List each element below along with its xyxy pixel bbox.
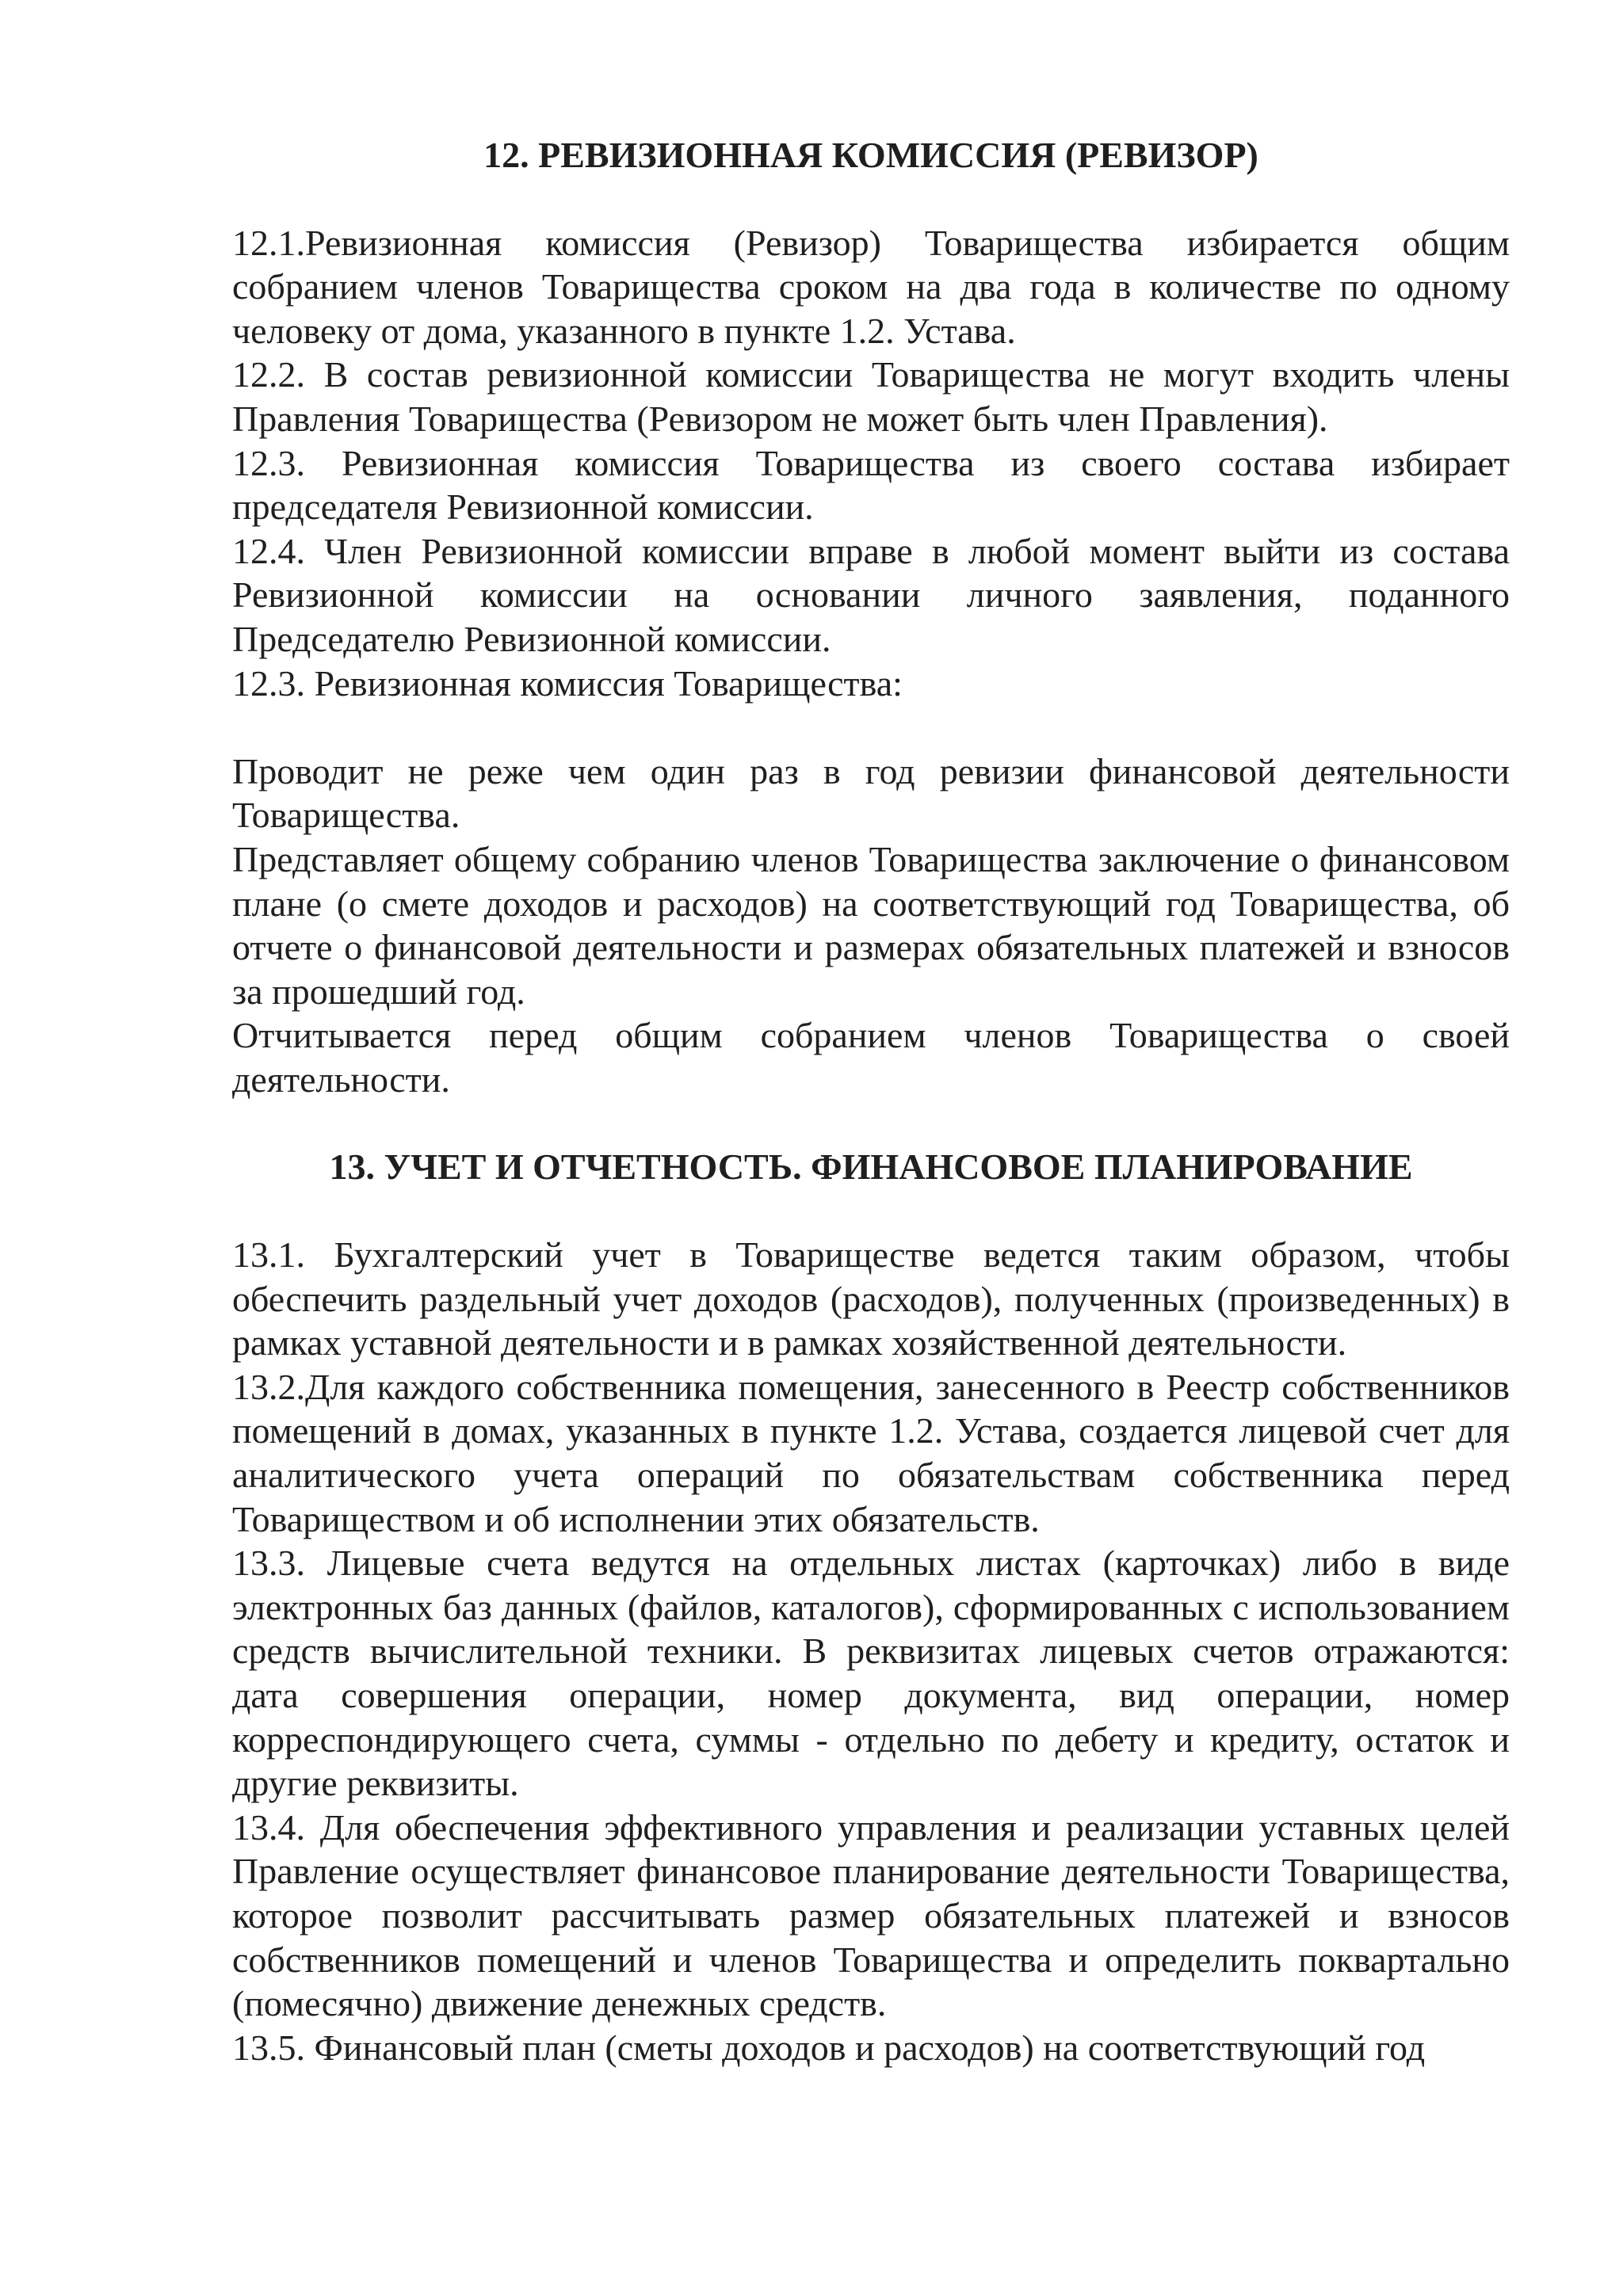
paragraph-13-2: 13.2.Для каждого собственника помещения, занесенного в Реестр собственников помещений в домах, указанных в пункте 1.2. Устава, создается лицевой счет для аналитического учета операций по обязательствам собственника перед Товариществом и об исполнении этих обязательств.	[232, 1366, 1510, 1539]
duty-accountability: Отчитывается перед общим собранием членов Товарищества о своей деятельности.	[232, 1015, 1510, 1100]
paragraph-12-1: 12.1.Ревизионная комиссия (Ревизор) Товарищества избирается общим собранием членов Товарищества сроком на два года в количестве по одному человеку от дома, указанного в пункте 1.2. Устава.	[232, 222, 1510, 351]
paragraph-12-2: 12.2. В состав ревизионной комиссии Товарищества не могут входить члены Правления Товарищества (Ревизором не может быть член Правления).	[232, 354, 1510, 439]
paragraph-13-1: 13.1. Бухгалтерский учет в Товариществе ведется таким образом, чтобы обеспечить раздельный учет доходов (расходов), полученных (произведенных) в рамках уставной деятельности и в рамках хозяйственной деятельности.	[232, 1234, 1510, 1363]
duty-audit: Проводит не реже чем один раз в год ревизии финансовой деятельности Товарищества.	[232, 750, 1510, 836]
paragraph-13-4: 13.4. Для обеспечения эффективного управления и реализации уставных целей Правление осуществляет финансовое планирование деятельности Товарищества, которое позволит рассчитывать размер обязательных платежей и взносов собственников помещений и членов Товарищества и определить поквартально (помесячно) движение денежных средств.	[232, 1806, 1510, 2024]
section-13-title: 13. УЧЕТ И ОТЧЕТНОСТЬ. ФИНАНСОВОЕ ПЛАНИРОВАНИЕ	[329, 1146, 1413, 1188]
document-body	[232, 133, 1510, 2069]
paragraph-12-3b: 12.3. Ревизионная комиссия Товарищества:	[232, 662, 903, 704]
paragraph-12-4: 12.4. Член Ревизионной комиссии вправе в любой момент выйти из состава Ревизионной комиссии на основании личного заявления, поданного Председателю Ревизионной комиссии.	[232, 530, 1510, 659]
section-12-title: 12. РЕВИЗИОННАЯ КОМИССИЯ (РЕВИЗОР)	[483, 135, 1258, 175]
paragraph-13-3: 13.3. Лицевые счета ведутся на отдельных листах (карточках) либо в виде электронных баз данных (файлов, каталогов), сформированных с использованием средств вычислительной техники. В реквизитах лицевых счетов отражаются: дата совершения операции, номер документа, вид операции, номер корреспондирующего счета, суммы - отдельно по дебету и кредиту, остаток и другие реквизиты.	[232, 1543, 1510, 1804]
paragraph-gap	[232, 705, 1510, 749]
paragraph-12-3: 12.3. Ревизионная комиссия Товарищества из своего состава избирает председателя Ревизионной комиссии.	[232, 442, 1510, 528]
duty-report-plan: Представляет общему собранию членов Товарищества заключение о финансовом плане (о смете доходов и расходов) на соответствующий год Товарищества, об отчете о финансовой деятельности и размерах обязательных платежей и взносов за прошедший год.	[232, 838, 1510, 1012]
paragraph-13-5: 13.5. Финансовый план (сметы доходов и расходов) на соответствующий год	[232, 2027, 1426, 2068]
